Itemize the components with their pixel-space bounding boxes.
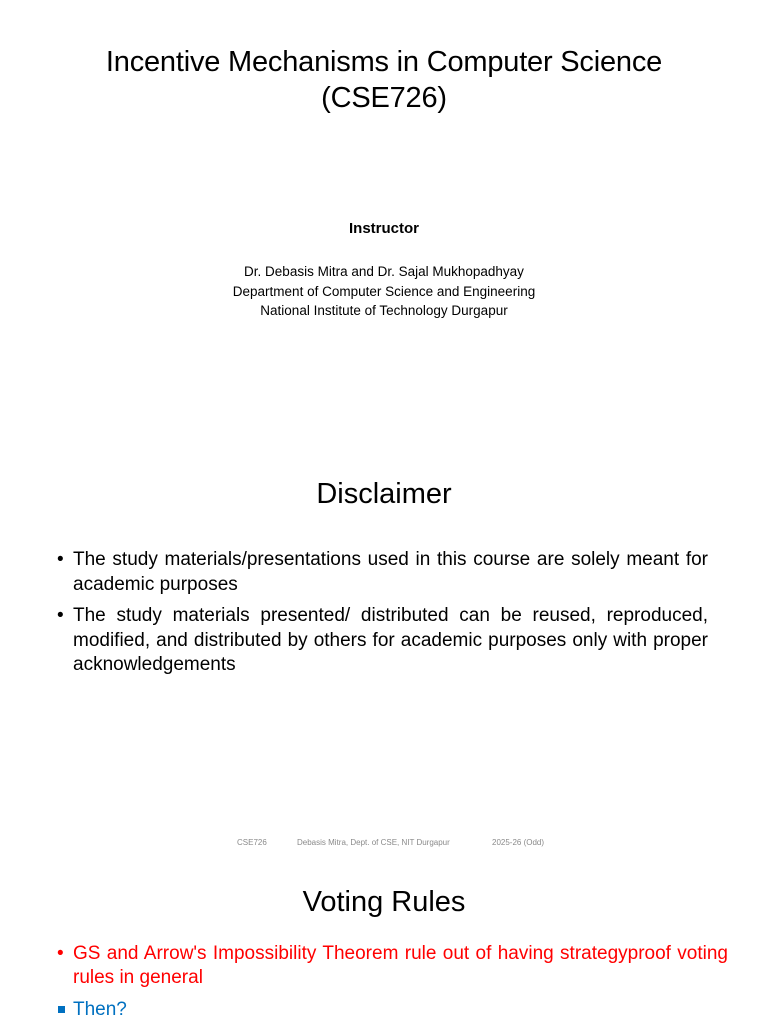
voting-rules-heading: Voting Rules (302, 886, 466, 918)
list-item (57, 548, 708, 597)
bullet-text: GS and Arrow's Impossibility Theorem rule out of having strategyproof voting rules in general (73, 943, 728, 988)
course-code: (CSE726) (321, 82, 447, 114)
bullet-text: Then? (73, 999, 127, 1020)
voting-rules-slide (0, 870, 768, 1024)
square-bullet-icon (58, 1006, 65, 1013)
instructor-names: Dr. Debasis Mitra and Dr. Sajal Mukhopadhyay (244, 264, 524, 279)
bullet-icon: • (57, 943, 64, 964)
footer-term: 2025-26 (Odd) (492, 838, 545, 847)
disclaimer-heading: Disclaimer (316, 478, 452, 510)
bullet-text: The study materials/presentations used in this course are solely meant for academic purposes (73, 549, 708, 595)
department-name: Department of Computer Science and Engineering (232, 283, 536, 299)
disclaimer-slide (0, 440, 768, 860)
course-title-line: Incentive Mechanisms in Computer Science (105, 46, 663, 78)
instructor-heading: Instructor (348, 220, 419, 237)
bullet-icon: • (57, 605, 64, 626)
footer-author: Debasis Mitra, Dept. of CSE, NIT Durgapur (297, 838, 450, 847)
title-slide (0, 0, 768, 432)
list-item (57, 604, 708, 678)
footer-course: CSE726 (237, 838, 267, 847)
voting-bullet-list (57, 942, 728, 1030)
bullet-icon: • (57, 549, 64, 570)
instructor-details (0, 262, 768, 321)
list-item (57, 942, 728, 990)
institute-name: National Institute of Technology Durgapur (260, 303, 508, 318)
bullet-text: The study materials presented/ distributed can be reused, reproduced, modified, and distributed by others for academic purposes only with proper acknowledgements (73, 605, 708, 675)
disclaimer-bullet-list (57, 548, 708, 685)
course-title (40, 44, 728, 116)
list-item (57, 998, 728, 1022)
